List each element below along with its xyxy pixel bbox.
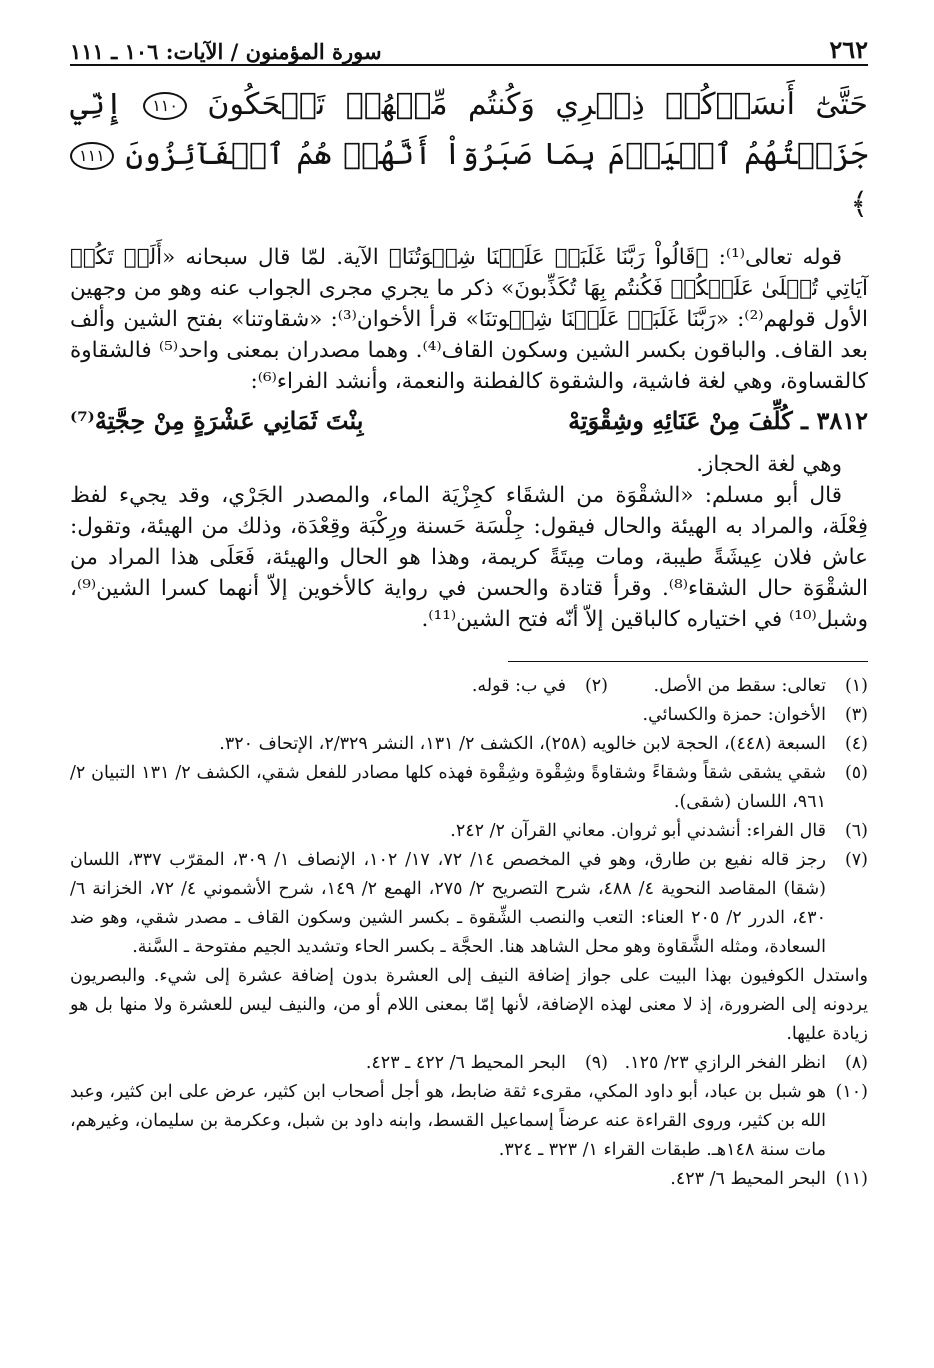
footnote-text: الأخوان: حمزة والكسائي.: [642, 705, 826, 725]
paragraph-1-end: وهي لغة الحجاز.: [696, 452, 842, 477]
footnote-text: تعالى: سقط من الأصل.: [653, 676, 826, 696]
footnote-number: (٥): [844, 763, 868, 783]
sura-label: سورة المؤمنون / الآيات: ١٠٦ ـ ١١١: [70, 39, 382, 64]
footnote-number: (٤): [844, 734, 868, 754]
verse-number: ٣٨١٢ ـ: [801, 406, 868, 435]
footnote-text: واستدل الكوفيون بهذا البيت على جواز إضافة النيف إلى العشرة بدون إضافة عشرة إلى شيء. والبصريون يردونه إلى الضرورة، إذ لا معنى لهذه الإضافة، لأنها إمّا بمعنى اللام أو من، والنيف ليس للعشرة ولا منها بل هو زيادة عليها.: [70, 966, 868, 1044]
footnote-2: [472, 672, 608, 701]
page-number: ٢٦٢: [829, 35, 868, 64]
footnote-8: [608, 1049, 868, 1078]
footnote-5: [70, 759, 868, 817]
footnote-7-continued: [70, 962, 868, 1049]
footnote-number: (١١): [835, 1169, 868, 1189]
page-header: [70, 28, 868, 66]
ayah-number-111: ١١١: [70, 142, 114, 170]
footnote-11: [70, 1165, 868, 1194]
footnote-text: هو شبل بن عباد، أبو داود المكي، مقرىء ثقة ضابط، هو أجل أصحاب ابن كثير، عرض على ابن كثير، وعبد الله بن كثير، وروى القراءة عنه عرضاً إسماعيل القسط، وابنه داود بن شبل، وعكرمة بن سليمان، وغيرهم، مات سنة ١٤٨هـ. طبقات القراء ١/ ٣٢٣ ـ ٣٢٤.: [70, 1082, 826, 1160]
footnote-6: [70, 817, 868, 846]
footnote-number: (٦): [844, 821, 868, 841]
footnote-text: رجز قاله نفيع بن طارق، وهو في المخصص ١٤/ ٧٢، ١٧/ ١٠٢، الإنصاف ١/ ٣٠٩، المقرّب ٣٣٧، اللسان (شقا) المقاصد النحوية ٤/ ٤٨٨، شرح التصريح ٢/ ٢٧٥، الهمع ٢/ ١٤٩، شرح الأشموني ٤/ ٧٢، الخزانة ٦/ ٤٣٠، الدرر ٢/ ٢٠٥ العناء: التعب والنصب الشِّقوة ـ بكسر الشين وسكون القاف ـ مصدر شقي، وهو ضد السعادة، ومثله الشَّقاوة وهو محل الشاهد هنا. الحجَّة ـ بكسر الحاء وتشديد الجيم مفتوحة ـ السَّنة.: [70, 850, 826, 957]
footnote-number: (١٠): [835, 1082, 868, 1102]
paragraph-2: قال أبو مسلم: «الشقْوَة من الشقَاء كجِزْيَة الماء، والمصدر الجَرْي، وقد يجيء لفظ فِعْلَة، والمراد به الهيئة والحال فيقول: جِلْسَة حَسنة ورِكْبَة وقِعْدَة، وذلك من الهيئة، وتقول: عاش فلان عِيشَةً طيبة، ومات مِيتَةً كريمة، وهذا هو الحال والهيئة، فَعَلَى هذا المراد من الشقْوَة حال الشقاء⁽⁸⁾. وقرأ قتادة والحسن في رواية كالأخوين إلاّ أنهما كسرا الشين⁽⁹⁾، وشبل⁽¹⁰⁾ في اختياره كالباقين إلاّ أنّه فتح الشين⁽¹¹⁾.: [70, 483, 868, 632]
footnote-text: انظر الفخر الرازي ٢٣/ ١٢٥.: [624, 1053, 826, 1073]
ayah-number-110: ١١٠: [143, 92, 187, 120]
footnotes: [70, 672, 868, 1194]
footnote-number: (٩): [584, 1053, 608, 1073]
footnote-number: (١): [844, 676, 868, 696]
verse-first-half: كُلِّفَ مِنْ عَنَائِهِ وشِقْوَتِهْ: [568, 406, 793, 435]
footnote-9: [366, 1049, 608, 1078]
quran-line-1b: إِنِّي جَزَيۡتُهُمُ ٱلۡيَوۡمَ بِمَا صَبَرُوٓاْ أَنَّهُمۡ هُمُ: [70, 87, 868, 172]
quran-close-bracket: ﴾: [850, 187, 868, 222]
footnote-row-8-9: [70, 1049, 868, 1078]
footnote-text: السبعة (٤٤٨)، الحجة لابن خالويه (٢٥٨)، الكشف ٢/ ١٣١، النشر ٢/٣٢٩، الإتحاف ٣٢٠.: [219, 734, 826, 754]
footnote-number: (٧): [844, 850, 868, 870]
footnote-text: شقي يشقى شقاً وشقاءً وشقاوةً وشِقْوة وشِقْوة فهذه كلها مصادر للفعل شقي، الكشف ٢/ ١٣١ التبيان ٢/ ٩٦١، اللسان (شقى).: [70, 763, 826, 812]
footnote-text: البحر المحيط ٦/ ٤٢٣.: [670, 1169, 826, 1189]
quran-text: [70, 80, 868, 230]
verse-second-half: بِنْتَ ثَمَانِي عَشْرَةٍ مِنْ حِجَّتِهْ⁽⁷⁾: [70, 406, 364, 435]
footnote-separator: [508, 661, 868, 662]
footnote-number: (٢): [584, 676, 608, 696]
footnote-row-1-2: [70, 672, 868, 701]
footnote-7: [70, 846, 868, 962]
poetry-verse: [70, 401, 868, 441]
footnote-text: قال الفراء: أنشدني أبو ثروان. معاني القرآن ٢/ ٢٤٢.: [450, 821, 826, 841]
paragraph-1: قوله تعالى⁽¹⁾: ﴿قَالُواْ رَبَّنَا غَلَبَتۡ عَلَيۡنَا شِقۡوَتُنَا﴾ الآية. لمّا قال سبحانه «أَلَمۡ تَكُنۡ آيَاتِي تُتۡلَىٰ عَلَيۡكُمۡ فَكُنتُم بِهَا تُكَذِّبونَ» ذكر ما يجري مجرى الجواب عنه وهو من وجهين الأول قولهم⁽²⁾: «رَبَّنَا غَلَبَتۡ عَلَيۡنَا شِقۡوتنَا» قرأ الأخوان⁽³⁾: «شقاوتنا» بفتح الشين وألف بعد القاف. والباقون بكسر الشين وسكون القاف⁽⁴⁾. وهما مصدران بمعنى واحد⁽⁵⁾ فالشقاوة كالقساوة، وهي لغة فاشية، والشقوة كالفطنة والنعمة، وأنشد الفراء⁽⁶⁾:: [70, 245, 869, 394]
footnote-3: [70, 701, 868, 730]
verse-hemistich-right: [568, 401, 868, 441]
footnote-text: في ب: قوله.: [471, 676, 566, 696]
footnote-10: [70, 1078, 868, 1165]
footnote-number: (٨): [844, 1053, 868, 1073]
commentary: [70, 242, 868, 635]
quran-line-2: ٱلۡفَآئِزُونَ: [125, 137, 285, 172]
footnote-1: [608, 672, 868, 701]
footnote-text: البحر المحيط ٦/ ٤٢٢ ـ ٤٢٣.: [365, 1053, 566, 1073]
quran-line-1: حَتَّىٰٓ أَنسَوۡكُمۡ ذِكۡرِي وَكُنتُم مِّنۡهُمۡ تَضۡحَكُونَ: [207, 87, 868, 122]
footnote-4: [70, 730, 868, 759]
footnote-number: (٣): [844, 705, 868, 725]
